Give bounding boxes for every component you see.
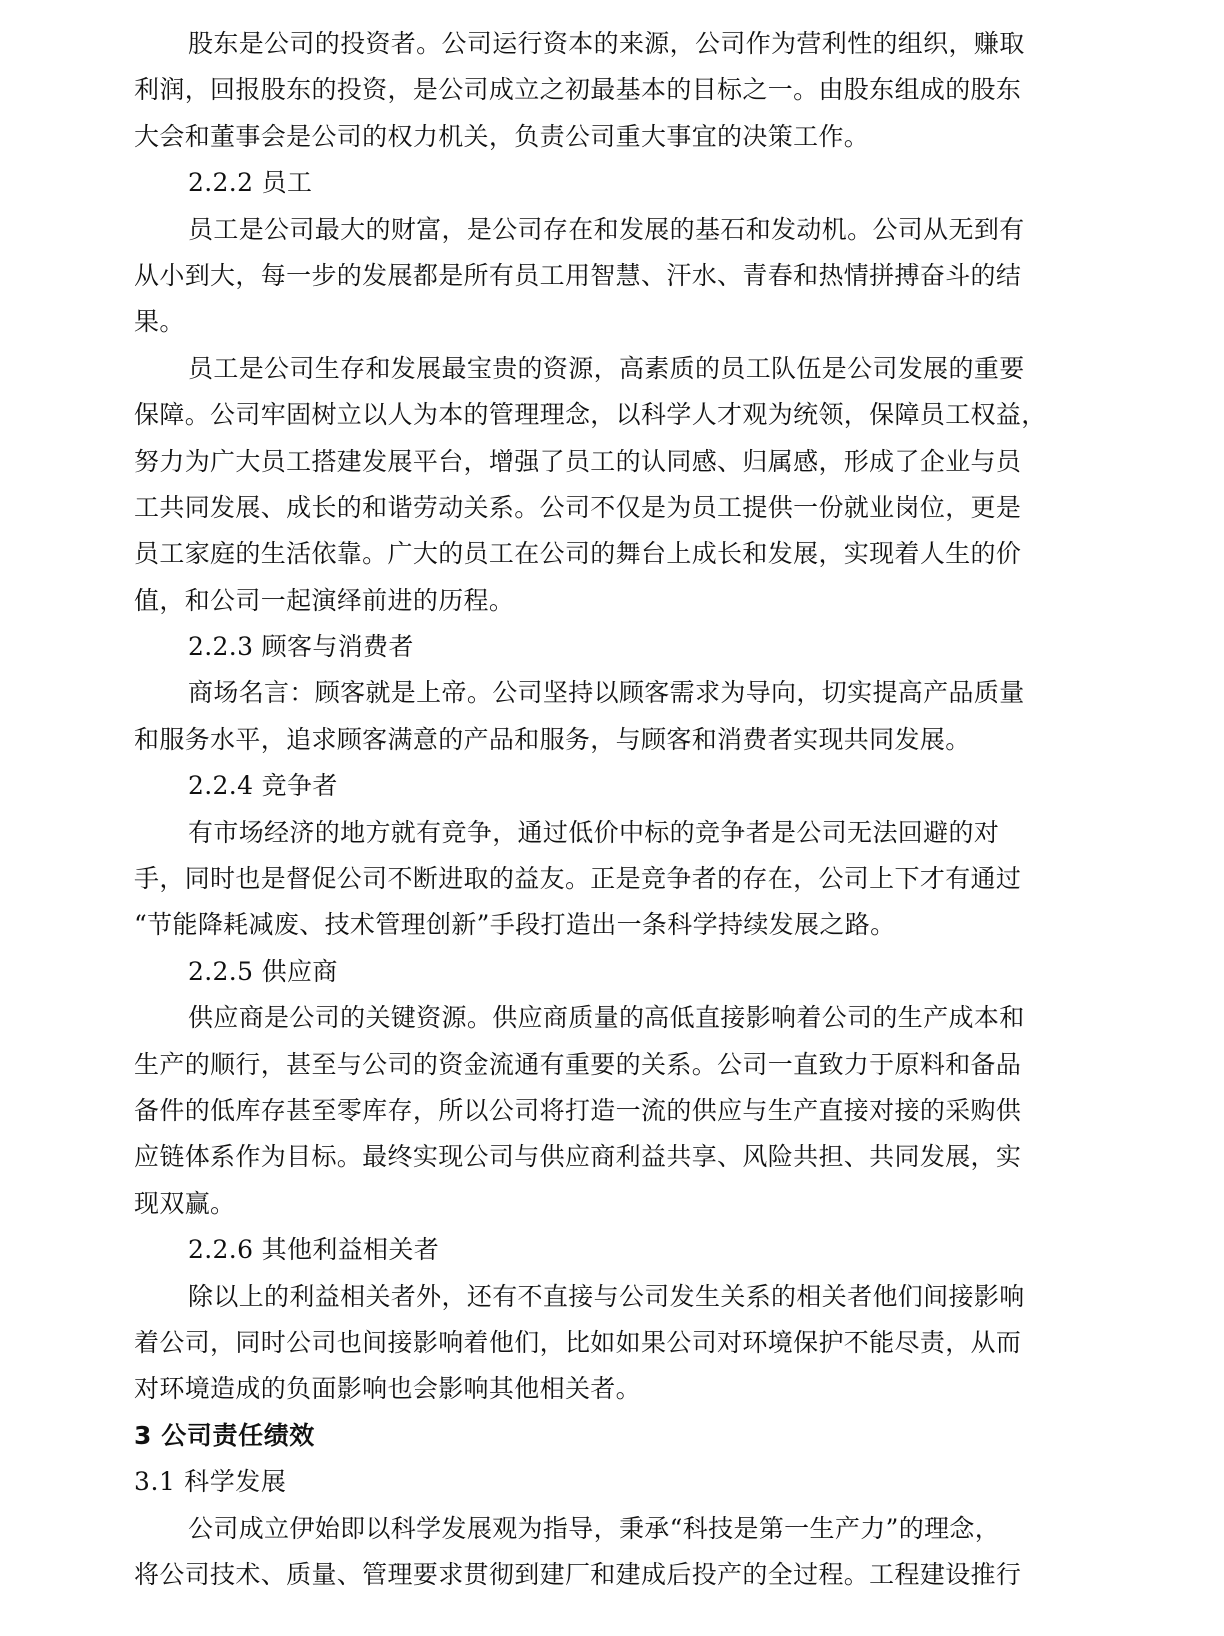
- text-line: 应链体系作为目标。最终实现公司与供应商利益共享、风险共担、共同发展，实: [134, 1142, 1022, 1172]
- text-line: “节能降耗减废、技术管理创新”手段打造出一条科学持续发展之路。: [134, 910, 896, 940]
- text-line: 将公司技术、质量、管理要求贯彻到建厂和建成后投产的全过程。工程建设推行: [134, 1559, 1022, 1589]
- text-line: 员工是公司最大的财富，是公司存在和发展的基石和发动机。公司从无到有: [188, 214, 1025, 244]
- text-line: 努力为广大员工搭建发展平台，增强了员工的认同感、归属感，形成了企业与员: [134, 446, 1022, 476]
- text-line: 备件的低库存甚至零库存，所以公司将打造一流的供应与生产直接对接的采购供: [134, 1095, 1022, 1125]
- text-line: 生产的顺行，甚至与公司的资金流通有重要的关系。公司一直致力于原料和备品: [134, 1049, 1022, 1079]
- text-line: 果。: [134, 307, 185, 337]
- text-line: 利润，回报股东的投资，是公司成立之初最基本的目标之一。由股东组成的股东: [134, 75, 1022, 105]
- text-line: 员工家庭的生活依靠。广大的员工在公司的舞台上成长和发展，实现着人生的价: [134, 539, 1022, 569]
- text-line: 公司成立伊始即以科学发展观为指导，秉承“科技是第一生产力”的理念，: [188, 1513, 1001, 1543]
- text-line: 现双赢。: [134, 1188, 236, 1218]
- subsection-heading: 3.1 科学发展: [134, 1467, 287, 1497]
- subsubsection-heading: 2.2.3 顾客与消费者: [188, 632, 414, 662]
- text-line: 保障。公司牢固树立以人为本的管理理念，以科学人才观为统领，保障员工权益，: [134, 400, 1047, 430]
- text-line: 除以上的利益相关者外，还有不直接与公司发生关系的相关者他们间接影响: [188, 1281, 1025, 1311]
- text-line: 股东是公司的投资者。公司运行资本的来源，公司作为营利性的组织，赚取: [188, 29, 1025, 58]
- text-line: 对环境造成的负面影响也会影响其他相关者。: [134, 1374, 642, 1404]
- section-heading: 3 公司责任绩效: [134, 1420, 315, 1450]
- subsubsection-heading: 2.2.5 供应商: [188, 956, 338, 986]
- subsubsection-heading: 2.2.2 员工: [188, 168, 313, 198]
- text-line: 值，和公司一起演绎前进的历程。: [134, 585, 515, 615]
- subsubsection-heading: 2.2.4 竞争者: [188, 771, 338, 801]
- text-line: 大会和董事会是公司的权力机关，负责公司重大事宜的决策工作。: [134, 121, 870, 151]
- text-line: 有市场经济的地方就有竞争，通过低价中标的竞争者是公司无法回避的对: [188, 817, 1000, 847]
- text-line: 员工是公司生存和发展最宝贵的资源，高素质的员工队伍是公司发展的重要: [188, 353, 1025, 383]
- text-line: 着公司，同时公司也间接影响着他们，比如如果公司对环境保护不能尽责，从而: [134, 1327, 1022, 1357]
- text-line: 从小到大，每一步的发展都是所有员工用智慧、汗水、青春和热情拼搏奋斗的结: [134, 260, 1022, 290]
- text-line: 手，同时也是督促公司不断进取的益友。正是竞争者的存在，公司上下才有通过: [134, 864, 1022, 894]
- document-body: [134, 21, 1096, 1598]
- text-line: 商场名言：顾客就是上帝。公司坚持以顾客需求为导向，切实提高产品质量: [188, 678, 1025, 708]
- subsubsection-heading: 2.2.6 其他利益相关者: [188, 1235, 440, 1265]
- text-line: 供应商是公司的关键资源。供应商质量的高低直接影响着公司的生产成本和: [188, 1003, 1025, 1033]
- text-line: 工共同发展、成长的和谐劳动关系。公司不仅是为员工提供一份就业岗位，更是: [134, 492, 1022, 522]
- text-line: 和服务水平，追求顾客满意的产品和服务，与顾客和消费者实现共同发展。: [134, 724, 971, 754]
